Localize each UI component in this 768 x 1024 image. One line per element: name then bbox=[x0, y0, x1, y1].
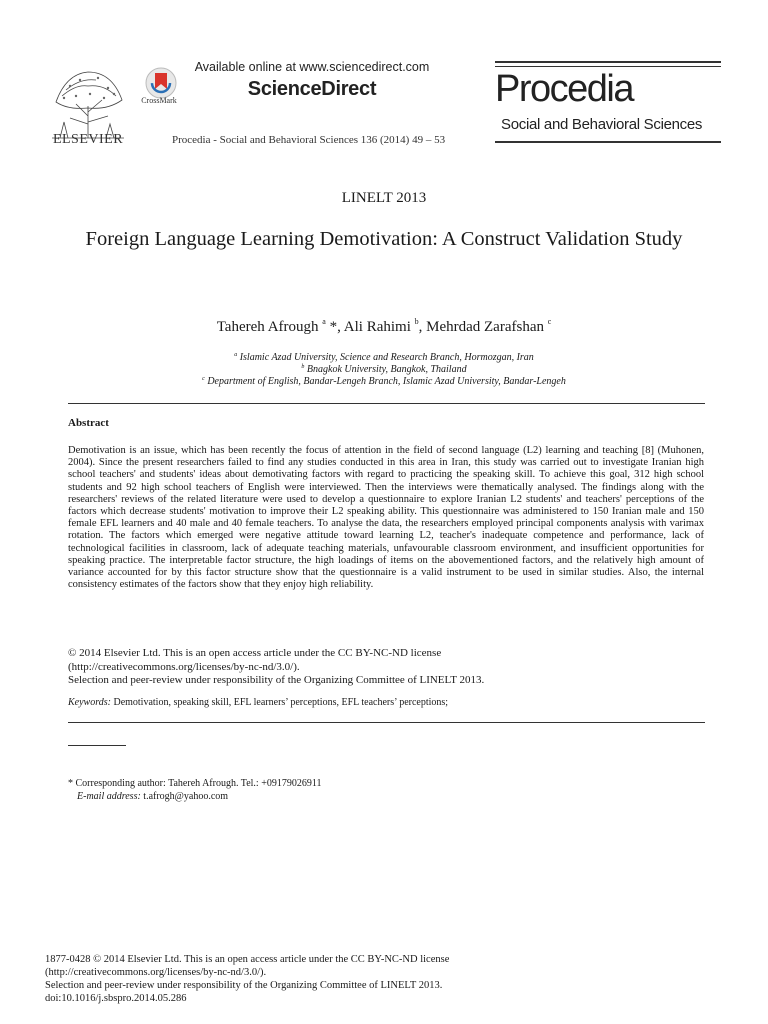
email-label: E-mail address: bbox=[77, 790, 141, 802]
journal-reference: Procedia - Social and Behavioral Sciences 136 (2014) 49 – 53 bbox=[172, 134, 446, 146]
author-name: Tahereh Afrough bbox=[216, 319, 319, 335]
author-name: Mehrdad Zarafshan bbox=[426, 319, 544, 335]
license-line: © 2014 Elsevier Ltd. This is an open access article under the CC BY-NC-ND license bbox=[68, 647, 442, 659]
procedia-bottom-rule bbox=[495, 141, 721, 143]
publisher-name: ELSEVIER bbox=[52, 132, 124, 147]
affiliation-text: Islamic Azad University, Science and Research Branch, Hormozgan, Iran bbox=[239, 352, 534, 363]
conference-name: LINELT 2013 bbox=[341, 190, 427, 206]
affiliation-text: Department of English, Bandar-Lengeh Branch, Islamic Azad University, Bandar-Lengeh bbox=[207, 376, 566, 387]
journal-title: Procedia bbox=[495, 68, 633, 110]
affiliation-text: Bnagkok University, Bangkok, Thailand bbox=[306, 364, 467, 375]
corresponding-mark: * bbox=[325, 319, 338, 335]
abstract-bottom-rule bbox=[68, 722, 705, 723]
issn-line: 1877-0428 © 2014 Elsevier Ltd. This is an open access article under the CC BY-NC-ND license bbox=[45, 954, 450, 965]
license-link[interactable]: (http://creativecommons.org/licenses/by-nc-nd/3.0/). bbox=[68, 660, 300, 673]
license-line: Selection and peer-review under responsibility of the Organizing Committee of LINELT 2013. bbox=[68, 674, 485, 686]
abstract-body: Demotivation is an issue, which has been recently the focus of attention in the field of second language (L2) learning and teaching [8] (Muhonen, 2004). Since the present researchers failed to find any studies conducted in this area in Iran, this study was carried out to investigate Iranian high school teachers' and students' ideas about demotivating factors with regard to practicing the speaking skill. To achieve this goal, 312 high school students and 92 high school teachers of English were interviewed. Then the interviews were thematically analysed. The findings along with the researchers' reviews of the related literature were used to develop a questionnaire to explore Iranian L2 students' and teachers' perceptions of the factors which decrease students' motivation to improve their L2 speaking ability. This questionnaire was administered to 150 Iranian male and 150 female EFL learners and 40 male and 40 female teachers. To analyse the data, the researchers employed principal components analysis with varimax rotation. The factors which emerged were negative attitude toward learning L2, teacher's inadequate competence and performance, lack of technological facilities in classroom, lack of adequate teaching materials, unfavourable classroom environment, and insufficient opportunities for speaking practice. The interpretable factor structure, the high loadings of items on the abovementioned factors, and the relatively high amount of variance accounted for by this factor structure show that the questionnaire is a valid instrument to be used in similar studies. Also, the internal consistency estimates of the factors show that they enjoy high reliability. bbox=[68, 445, 704, 591]
corresponding-author-footnote bbox=[68, 778, 668, 803]
author-affiliation-mark: c bbox=[547, 317, 552, 326]
keywords-label: Keywords: bbox=[68, 697, 111, 708]
author-affiliation-mark: a bbox=[322, 317, 326, 326]
author-list: Tahereh Afrough $^a$ *, Ali Rahimi $^b$, Mehrdad Zarafshan $^c$ bbox=[216, 317, 552, 335]
bottom-copyright-notice bbox=[45, 953, 725, 1005]
keywords bbox=[68, 697, 704, 708]
corresponding-author: * Corresponding author: Tahereh Afrough. Tel.: +09179026911 bbox=[68, 778, 322, 789]
affiliation bbox=[0, 364, 768, 375]
author-name: Ali Rahimi bbox=[343, 319, 411, 335]
license-link[interactable]: (http://creativecommons.org/licenses/by-nc-nd/3.0/). bbox=[45, 967, 267, 978]
abstract-heading: Abstract bbox=[68, 417, 109, 429]
footnote-rule bbox=[68, 745, 126, 746]
author-affiliation-mark: b bbox=[414, 317, 419, 326]
doi-link[interactable]: doi:10.1016/j.sbspro.2014.05.286 bbox=[45, 993, 187, 1004]
affiliation-mark: a bbox=[234, 352, 238, 358]
crossmark-label: CrossMark bbox=[141, 96, 177, 105]
peer-review-line: Selection and peer-review under responsibility of the Organizing Committee of LINELT 2013. bbox=[45, 980, 443, 991]
sciencedirect-logo-text[interactable]: ScienceDirect bbox=[247, 78, 377, 100]
affiliation-mark: b bbox=[301, 364, 305, 370]
journal-subtitle: Social and Behavioral Sciences bbox=[501, 116, 703, 133]
procedia-top-rules bbox=[495, 61, 721, 67]
abstract-top-rule bbox=[68, 403, 705, 404]
keywords-list: Demotivation, speaking skill, EFL learners’ perceptions, EFL teachers’ perceptions; bbox=[110, 697, 449, 708]
affiliation bbox=[0, 376, 768, 387]
affiliation bbox=[0, 352, 768, 363]
affiliation-mark: c bbox=[202, 376, 205, 382]
email-address[interactable]: t.afrogh@yahoo.com bbox=[140, 790, 229, 802]
available-online-text: Available online at www.sciencedirect.com bbox=[194, 60, 430, 74]
paper-title: Foreign Language Learning Demotivation: A Construct Validation Study bbox=[85, 228, 683, 250]
license-notice bbox=[68, 647, 704, 688]
